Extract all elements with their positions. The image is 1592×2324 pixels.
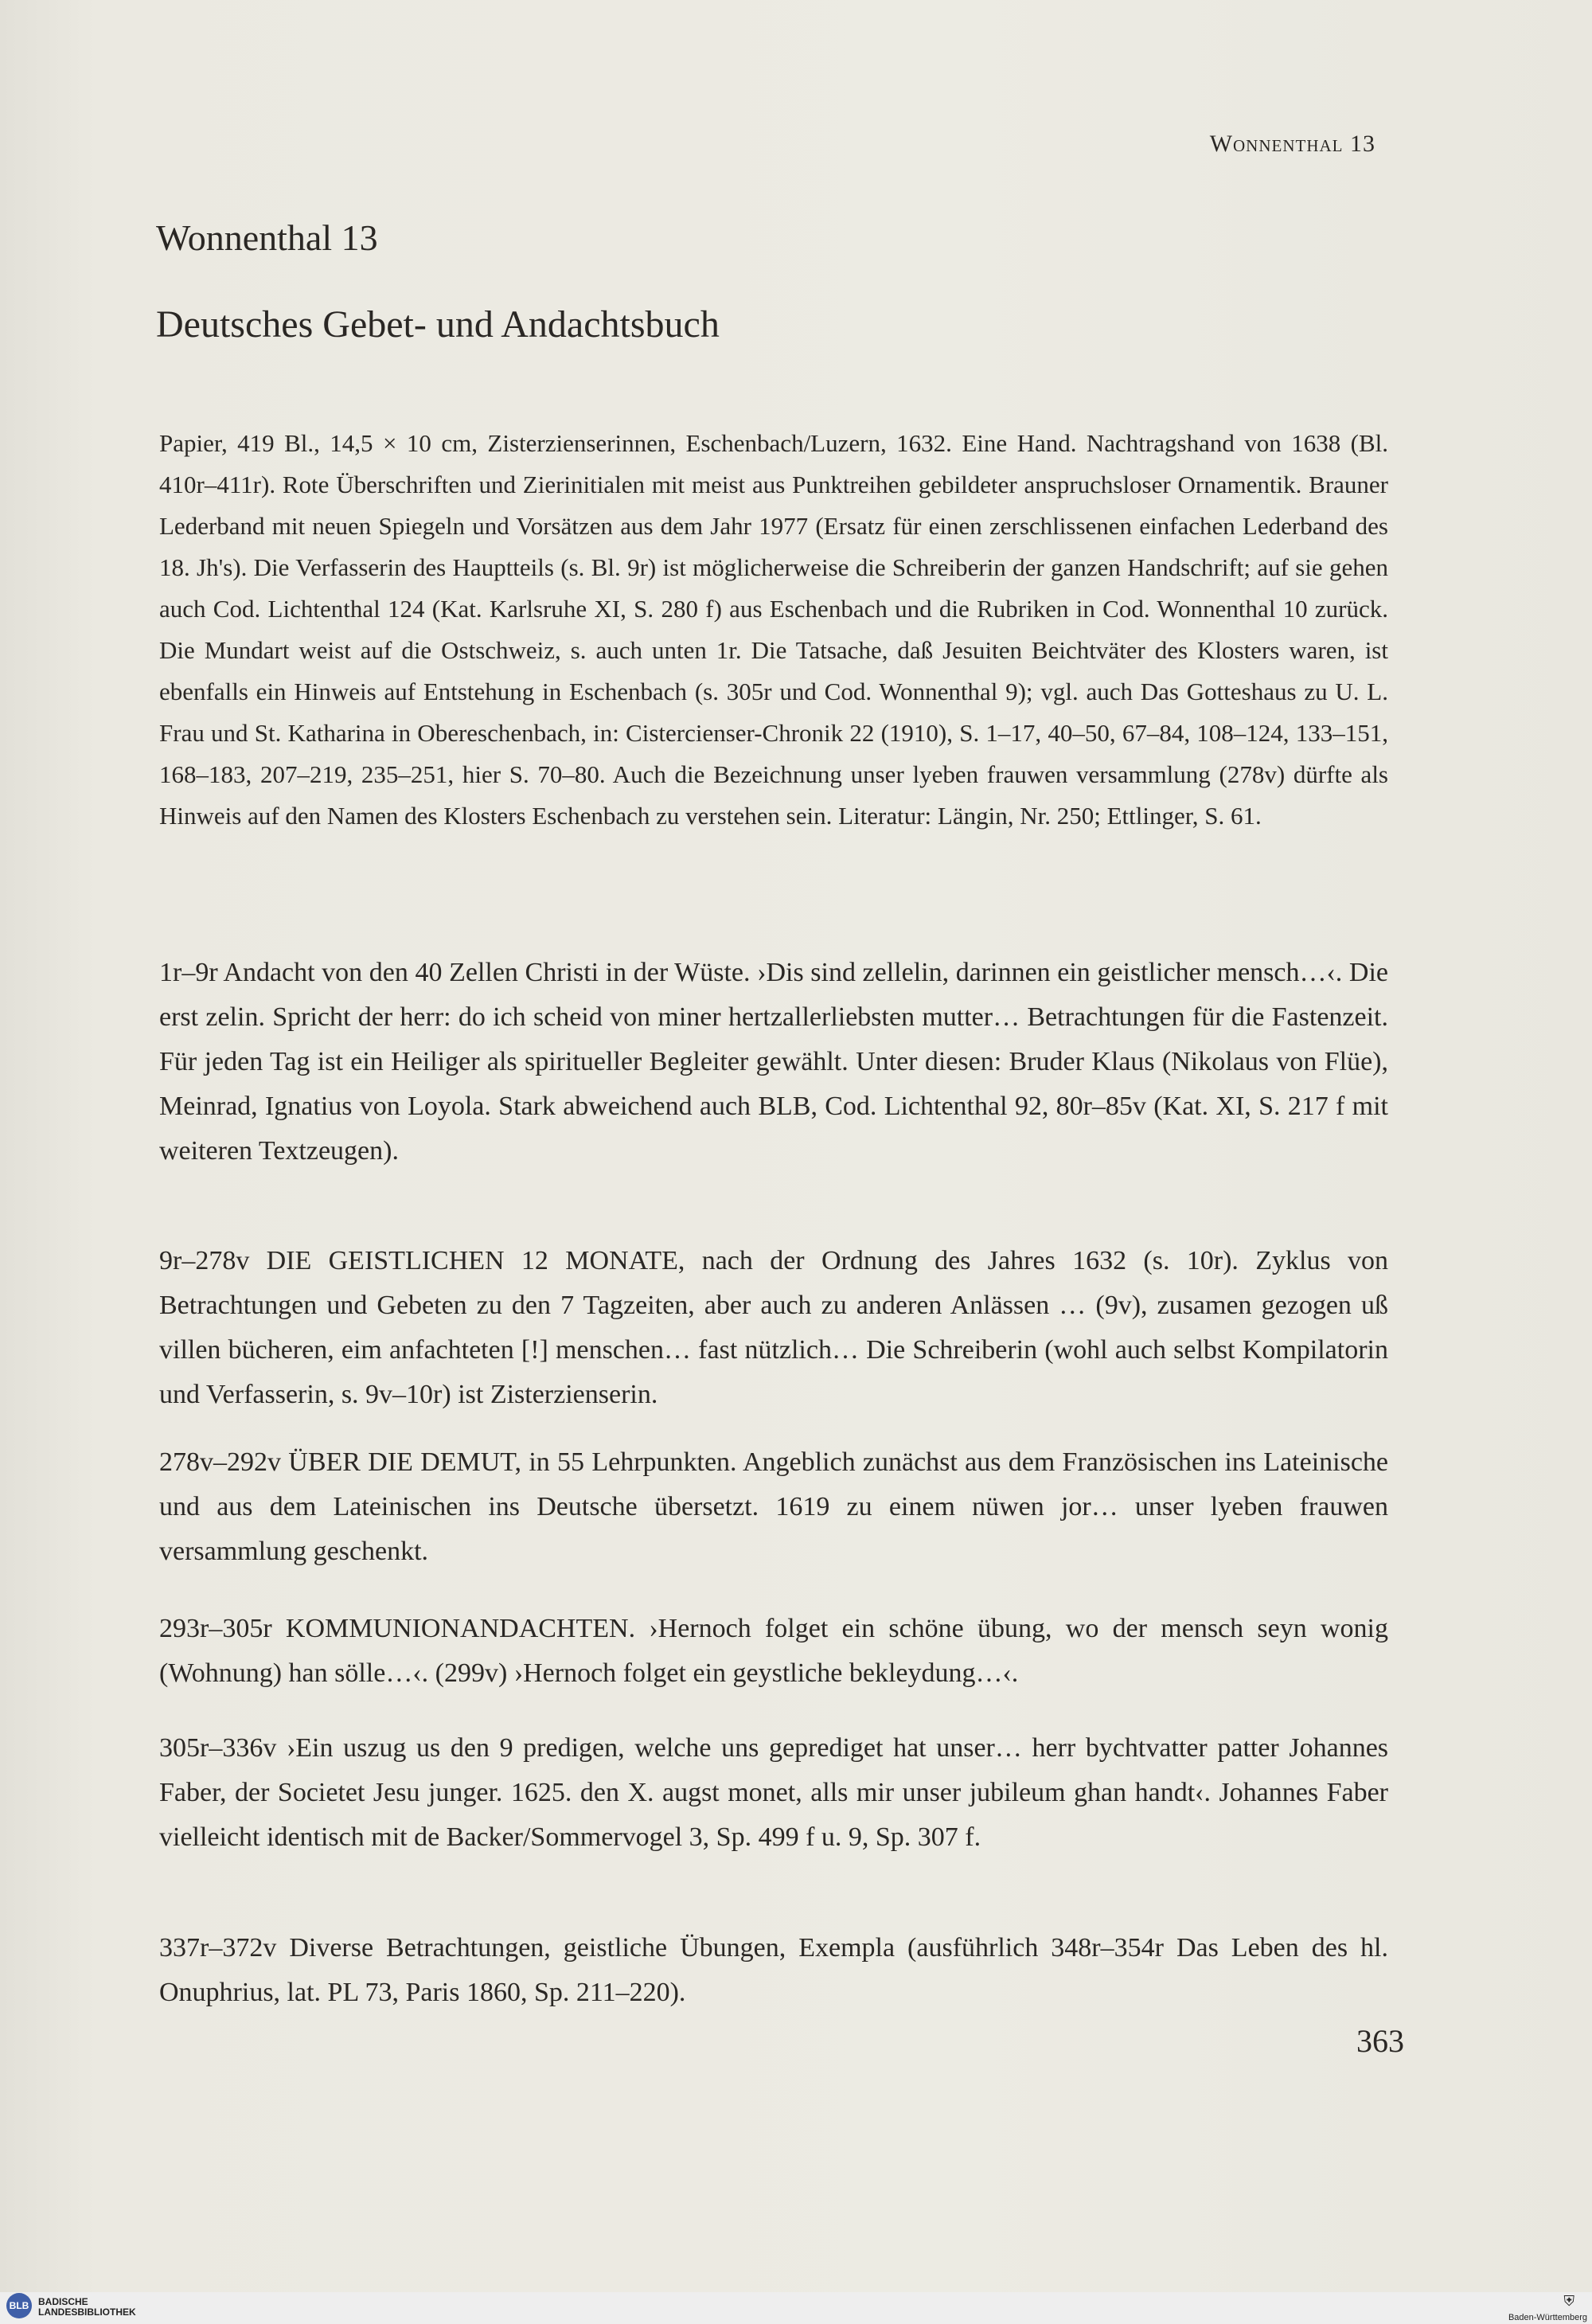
entry-paragraph — [159, 1726, 1388, 1860]
entry-text: Diverse Betrachtungen, geistliche Übungen, Exempla (ausführlich 348r–354r Das Leben des hl. Onuphrius, lat. PL 73, Paris 1860, Sp. 211–220). — [159, 1933, 1389, 2007]
page-number: 363 — [1356, 2023, 1404, 2059]
entry-text: ›Ein uszug us den 9 predigen, welche uns geprediget hat unser… herr bychtvatter patter Johannes Faber, der Societet Jesu junger. 1625. den X. augst monet, alls mir unser jubileum ghan handt‹. Johannes Faber vielleicht identisch mit de Backer/Sommervogel 3, Sp. 499 f u. 9, Sp. 307 f. — [159, 1733, 1389, 1852]
entry-text: ÜBER DIE DEMUT, in 55 Lehrpunkten. Angeblich zunächst aus dem Französischen ins Lateinische und aus dem Lateinischen ins Deutsche übersetzt. 1619 zu einem nüwen jor… unser lyeben frauwen versammlung geschenkt. — [159, 1447, 1389, 1566]
folio-reference: 337r–372v — [159, 1933, 277, 1963]
entry-text: Andacht von den 40 Zellen Christi in der Wüste. ›Dis sind zellelin, darinnen ein geistlicher mensch…‹. Die erst zelin. Spricht der herr: do ich scheid von miner hertzallerliebsten mutter… Betrachtungen für die Fastenzeit. Für jeden Tag ist ein Heiliger als spiritueller Begleiter gewählt. Unter diesen: Bruder Klaus (Nikolaus von Flüe), Meinrad, Ignatius von Loyola. Stark abweichend auch BLB, Cod. Lichtenthal 92, 80r–85v (Kat. XI, S. 217 f mit weiteren Textzeugen). — [159, 958, 1389, 1166]
library-name — [38, 2297, 136, 2318]
blb-logo-icon[interactable]: BLB — [6, 2293, 32, 2318]
entry-paragraph — [159, 1239, 1388, 1417]
manuscript-subtitle: Deutsches Gebet- und Andachtsbuch — [156, 303, 720, 346]
folio-reference: 293r–305r — [159, 1614, 272, 1643]
description-paragraph: Papier, 419 Bl., 14,5 × 10 cm, Zisterzienserinnen, Eschenbach/Luzern, 1632. Eine Hand. Nachtragshand von 1638 (Bl. 410r–411r). Rote Überschriften und Zierinitialen mit meist aus Punktreihen gebildeter anspruchsloser Ornamentik. Brauner Lederband mit neuen Spiegeln und Vorsätzen aus dem Jahr 1977 (Ersatz für einen zerschlissenen einfachen Lederband des 18. Jh's). Die Verfasserin des Hauptteils (s. Bl. 9r) ist möglicherweise die Schreiberin der ganzen Handschrift; auf sie gehen auch Cod. Lichtenthal 124 (Kat. Karlsruhe XI, S. 280 f) aus Eschenbach und die Rubriken in Cod. Wonnenthal 10 zurück. Die Mundart weist auf die Ostschweiz, s. auch unten 1r. Die Tatsache, daß Jesuiten Beichtväter des Klosters waren, ist ebenfalls ein Hinweis auf Entstehung in Eschenbach (s. 305r und Cod. Wonnenthal 9); vgl. auch Das Gotteshaus zu U. L. Frau und St. Katharina in Obereschenbach, in: Cistercienser-Chronik 22 (1910), S. 1–17, 40–50, 67–84, 108–124, 133–151, 168–183, 207–219, 235–251, hier S. 70–80. Auch die Bezeichnung unser lyeben frauwen versammlung (278v) dürfte als Hinweis auf den Namen des Klosters Eschenbach zu verstehen sein. Literatur: Längin, Nr. 250; Ettlinger, S. 61. — [159, 429, 1388, 830]
library-name-line-1: BADISCHE — [38, 2296, 88, 2307]
footer-bar — [0, 2292, 1592, 2324]
folio-reference: 9r–278v — [159, 1246, 250, 1275]
entry-paragraph — [159, 1440, 1388, 1574]
manuscript-title: Wonnenthal 13 — [156, 217, 378, 258]
folio-reference: 305r–336v — [159, 1733, 277, 1763]
folio-reference: 1r–9r — [159, 958, 218, 987]
state-label: Baden-Württemberg — [1508, 2313, 1587, 2322]
entry-paragraph — [159, 1607, 1388, 1696]
running-head: Wonnenthal 13 — [1209, 131, 1375, 157]
library-name-line-2: LANDESBIBLIOTHEK — [38, 2306, 136, 2318]
entry-paragraph — [159, 1926, 1388, 2015]
folio-reference: 278v–292v — [159, 1447, 281, 1477]
entry-text: KOMMUNIONANDACHTEN. ›Hernoch folget ein schöne übung, wo der mensch seyn wonig (Wohnung) han sölle…‹. (299v) ›Hernoch folget ein geystliche bekleydung…‹. — [159, 1614, 1388, 1688]
entry-text: DIE GEISTLICHEN 12 MONATE, nach der Ordnung des Jahres 1632 (s. 10r). Zyklus von Betrachtungen und Gebeten zu den 7 Tagzeiten, aber auch zu anderen Anlässen … (9v), zusamen gezogen uß villen bücheren, eim anfachteten [!] menschen… fast nützlich… Die Schreiberin (wohl auch selbst Kompilatorin und Verfasserin, s. 9v–10r) ist Zisterzienserin. — [159, 1246, 1388, 1409]
entry-paragraph — [159, 951, 1388, 1174]
coat-of-arms-icon: ⛨ — [1563, 2293, 1574, 2309]
